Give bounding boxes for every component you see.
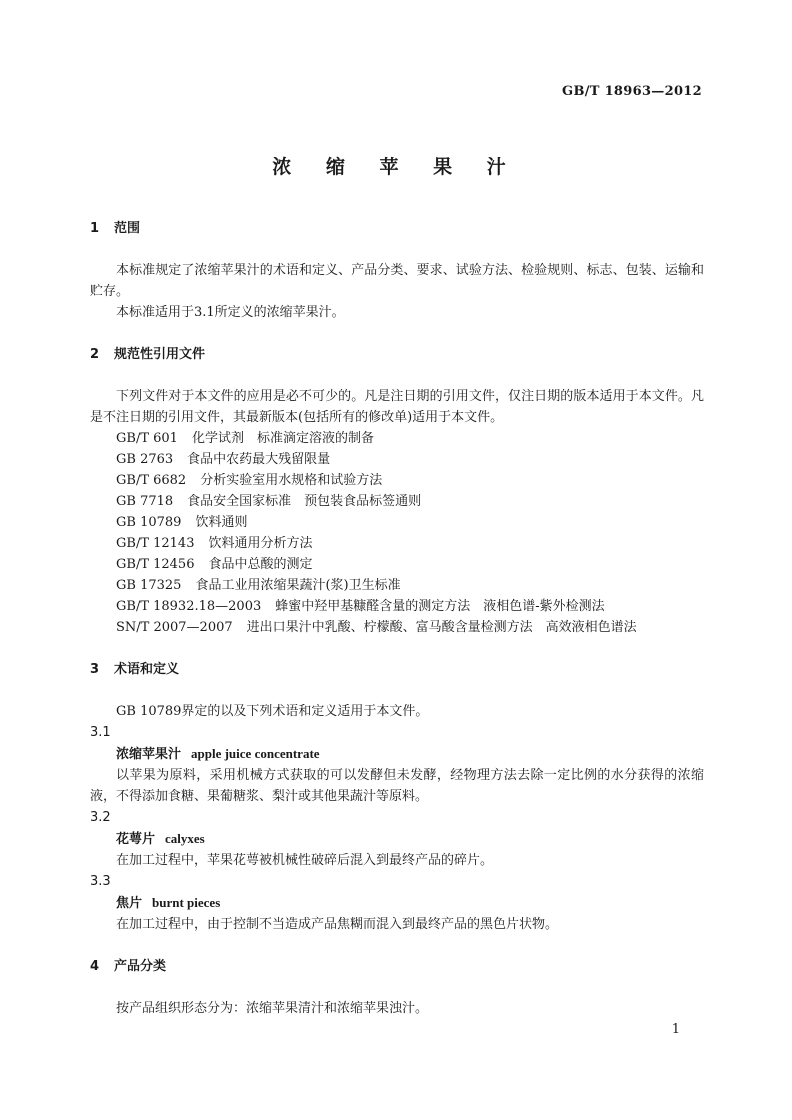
reference-code: GB/T 18932.18—2003 [116, 599, 262, 614]
reference-title: 饮料通用分析方法 [208, 536, 313, 551]
document-body [90, 218, 704, 1019]
reference-title: 食品中总酸的测定 [208, 557, 313, 572]
section-2-heading [90, 344, 704, 365]
reference-title: 化学试剂 标准滴定溶液的制备 [191, 431, 374, 446]
reference-code: GB 17325 [116, 578, 182, 593]
reference-item [90, 596, 704, 617]
term-number: 3.2 [90, 810, 111, 825]
section-number: 1 [90, 221, 100, 236]
reference-item [90, 491, 704, 512]
term-name-zh: 焦片 [116, 896, 143, 911]
section-4-heading [90, 956, 704, 977]
section-3-heading [90, 659, 704, 680]
term-name-en: calyxes [165, 831, 205, 846]
term-name [90, 892, 704, 914]
section-2-paragraph-1: 下列文件对于本文件的应用是必不可少的。凡是注日期的引用文件，仅注日期的版本适用于本文件。凡是不注日期的引用文件，其最新版本(包括所有的修改单)适用于本文件。 [90, 389, 704, 425]
reference-item [90, 533, 704, 554]
reference-title: 饮料通则 [195, 515, 248, 530]
page-number: 1 [671, 1022, 680, 1037]
term-number: 3.1 [90, 725, 111, 740]
reference-title: 蜂蜜中羟甲基糠醛含量的测定方法 液相色谱-紫外检测法 [275, 599, 605, 614]
reference-item [90, 470, 704, 491]
reference-code: SN/T 2007—2007 [116, 620, 233, 635]
term-name-en: burnt pieces [152, 895, 221, 910]
reference-code: GB 10789 [116, 515, 182, 530]
section-4-paragraph-1: 按产品组织形态分为：浓缩苹果清汁和浓缩苹果浊汁。 [116, 1001, 429, 1016]
reference-item [90, 428, 704, 449]
section-number: 4 [90, 959, 100, 974]
reference-item [90, 617, 704, 638]
term-name-zh: 花萼片 [116, 832, 156, 847]
term-name-zh: 浓缩苹果汁 [116, 747, 182, 762]
term-definition: 以苹果为原料，采用机械方式获取的可以发酵但未发酵，经物理方法去除一定比例的水分获得的浓缩液，不得添加食糖、果葡糖浆、梨汁或其他果蔬汁等原料。 [90, 768, 704, 804]
term-name-en: apple juice concentrate [191, 746, 320, 761]
reference-code: GB/T 6682 [116, 473, 187, 488]
section-3-paragraph-1: GB 10789界定的以及下列术语和定义适用于本文件。 [116, 704, 429, 719]
reference-title: 进出口果汁中乳酸、柠檬酸、富马酸含量检测方法 高效液相色谱法 [246, 620, 637, 635]
section-number: 3 [90, 662, 100, 677]
reference-title: 食品安全国家标准 预包装食品标签通则 [187, 494, 422, 509]
section-title: 范围 [114, 221, 141, 236]
reference-title: 食品工业用浓缩果蔬汁(浆)卫生标准 [195, 578, 401, 593]
reference-code: GB/T 12143 [116, 536, 195, 551]
term-name [90, 743, 704, 765]
reference-item [90, 554, 704, 575]
section-title: 规范性引用文件 [114, 347, 206, 362]
reference-item [90, 512, 704, 533]
term-definition: 在加工过程中，苹果花萼被机械性破碎后混入到最终产品的碎片。 [116, 853, 494, 868]
reference-code: GB/T 601 [116, 431, 178, 446]
standard-code: GB/T 18963—2012 [562, 84, 702, 99]
reference-item [90, 449, 704, 470]
section-title: 产品分类 [114, 959, 167, 974]
term-number: 3.3 [90, 874, 111, 889]
term-definition: 在加工过程中，由于控制不当造成产品焦糊而混入到最终产品的黑色片状物。 [116, 917, 559, 932]
section-number: 2 [90, 347, 100, 362]
reference-code: GB/T 12456 [116, 557, 195, 572]
section-1-heading [90, 218, 704, 239]
document-title: 浓 缩 苹 果 汁 [272, 156, 520, 178]
term-name [90, 828, 704, 850]
reference-code: GB 2763 [116, 452, 174, 467]
reference-code: GB 7718 [116, 494, 174, 509]
section-title: 术语和定义 [114, 662, 180, 677]
section-1-paragraph-1: 本标准规定了浓缩苹果汁的术语和定义、产品分类、要求、试验方法、检验规则、标志、包装、运输和贮存。 [90, 263, 704, 299]
section-1-paragraph-2: 本标准适用于3.1所定义的浓缩苹果汁。 [116, 305, 345, 320]
reference-title: 食品中农药最大残留限量 [187, 452, 331, 467]
reference-title: 分析实验室用水规格和试验方法 [200, 473, 383, 488]
reference-item [90, 575, 704, 596]
